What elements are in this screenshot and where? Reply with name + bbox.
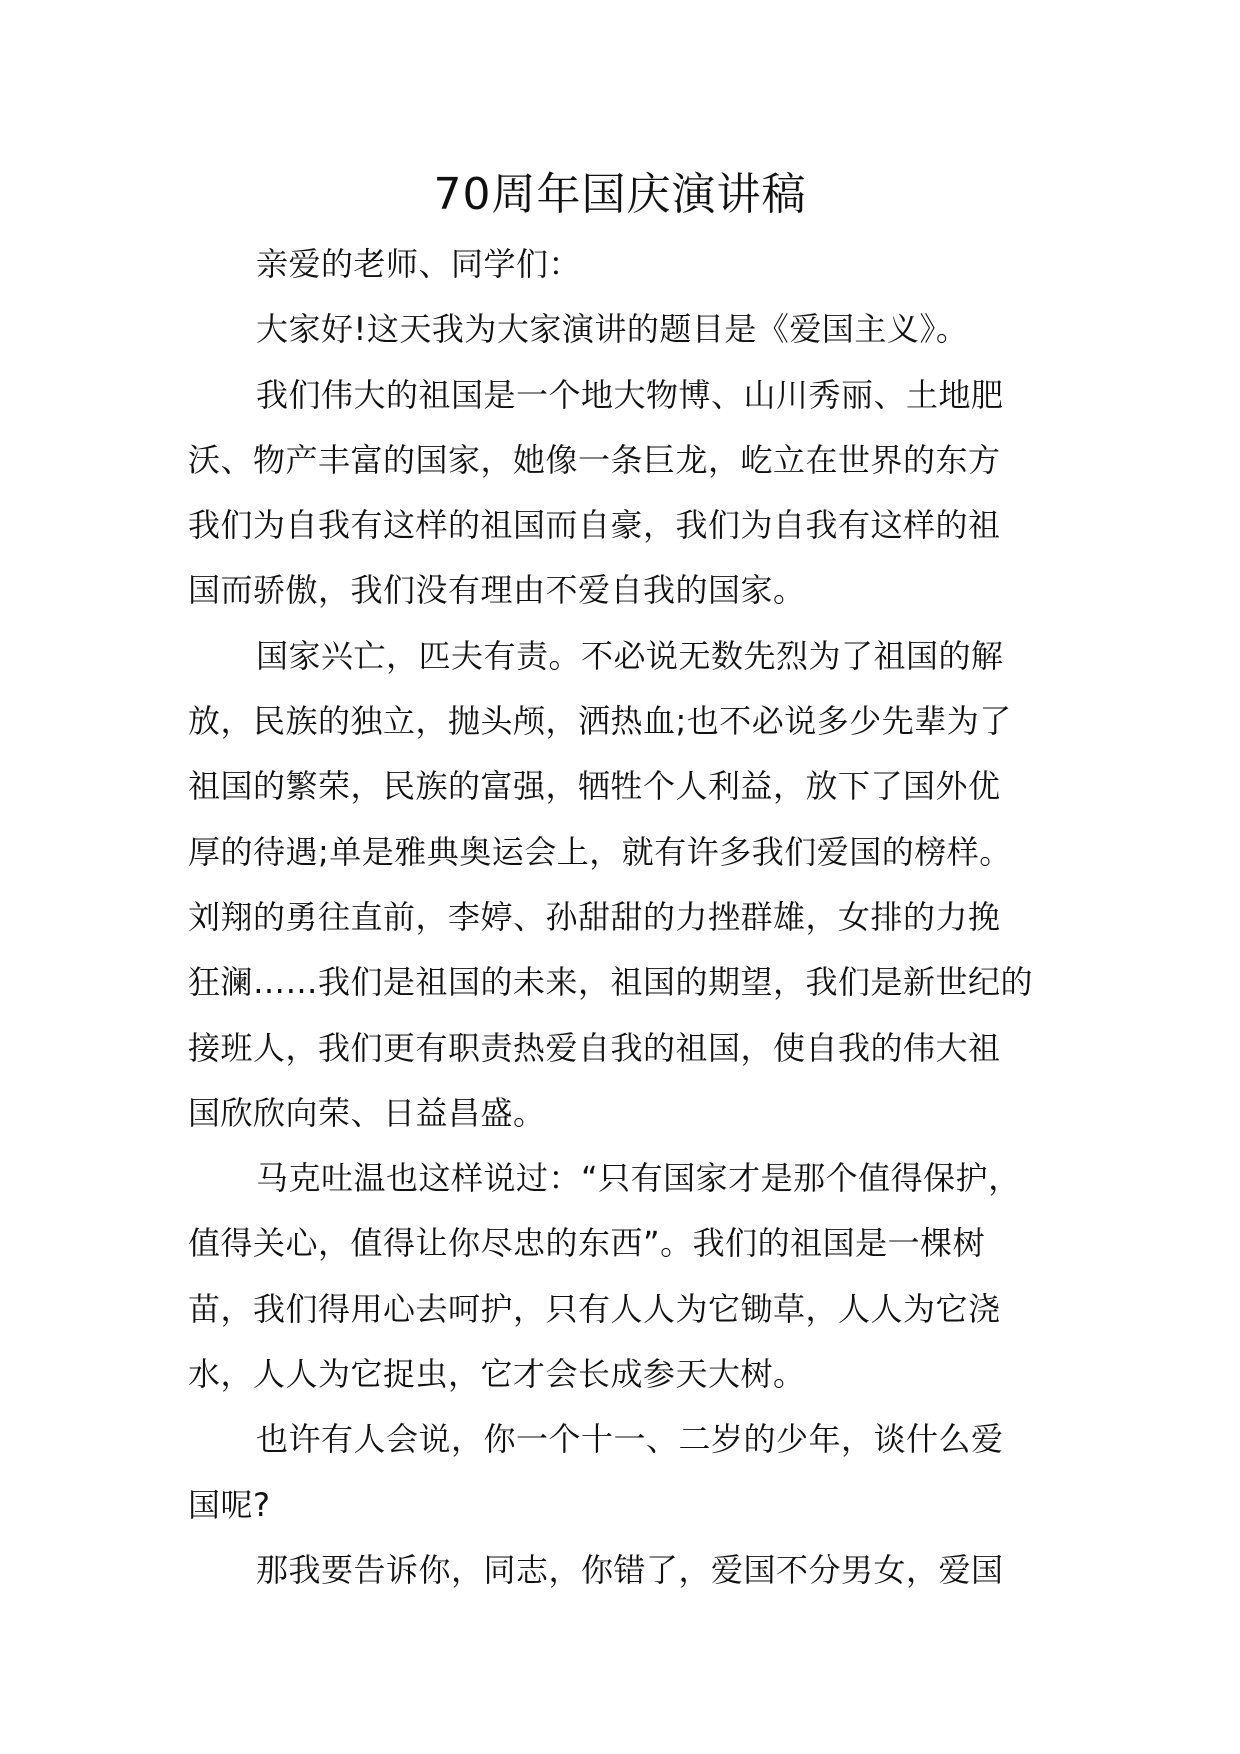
text-line: 亲爱的老师、同学们： [256, 245, 582, 283]
text-line: 我们为自我有这样的祖国而自豪，我们为自我有这样的祖 [188, 506, 1001, 545]
text-line: 沃、物产丰富的国家，她像一条巨龙，屹立在世界的东方 [188, 440, 1001, 479]
text-line: 国欣欣向荣、日益昌盛。 [188, 1093, 546, 1132]
text-line: 国家兴亡，匹夫有责。不必说无数先烈为了祖国的解 [256, 636, 1004, 675]
text-line: 厚的待遇;单是雅典奥运会上，就有许多我们爱国的榜样。 [188, 832, 1012, 871]
text-line: 我们伟大的祖国是一个地大物博、山川秀丽、土地肥 [256, 375, 1004, 414]
text-line: 祖国的繁荣，民族的富强，牺牲个人利益，放下了国外优 [188, 767, 1001, 806]
text-line: 国而骄傲，我们没有理由不爱自我的国家。 [188, 571, 806, 610]
text-line: 国呢? [188, 1485, 271, 1524]
text-line: 那我要告诉你，同志，你错了，爱国不分男女，爱国 [256, 1550, 1004, 1589]
text-line: 放，民族的独立，抛头颅，洒热血;也不必说多少先辈为了 [188, 702, 1012, 741]
text-line: 狂澜……我们是祖国的未来，祖国的期望，我们是新世纪的 [188, 963, 1034, 1002]
text-line: 刘翔的勇往直前，李婷、孙甜甜的力挫群雄，女排的力挽 [188, 897, 1001, 936]
text-line: 水，人人为它捉虫，它才会长成参天大树。 [188, 1355, 806, 1394]
text-line: 大家好!这天我为大家演讲的题目是《爱国主义》。 [256, 310, 969, 349]
text-line: 值得关心，值得让你尽忠的东西”。我们的祖国是一棵树 [188, 1224, 986, 1263]
text-line: 也许有人会说，你一个十一、二岁的少年，谈什么爱 [256, 1420, 1004, 1459]
text-line: 马克吐温也这样说过：“只有国家才是那个值得保护， [256, 1159, 1021, 1198]
document-title: 70周年国庆演讲稿 [433, 169, 807, 220]
text-line: 苗，我们得用心去呵护，只有人人为它锄草，人人为它浇 [188, 1289, 1001, 1328]
text-line: 接班人，我们更有职责热爱自我的祖国，使自我的伟大祖 [188, 1028, 1001, 1067]
document-body [188, 232, 1058, 1603]
